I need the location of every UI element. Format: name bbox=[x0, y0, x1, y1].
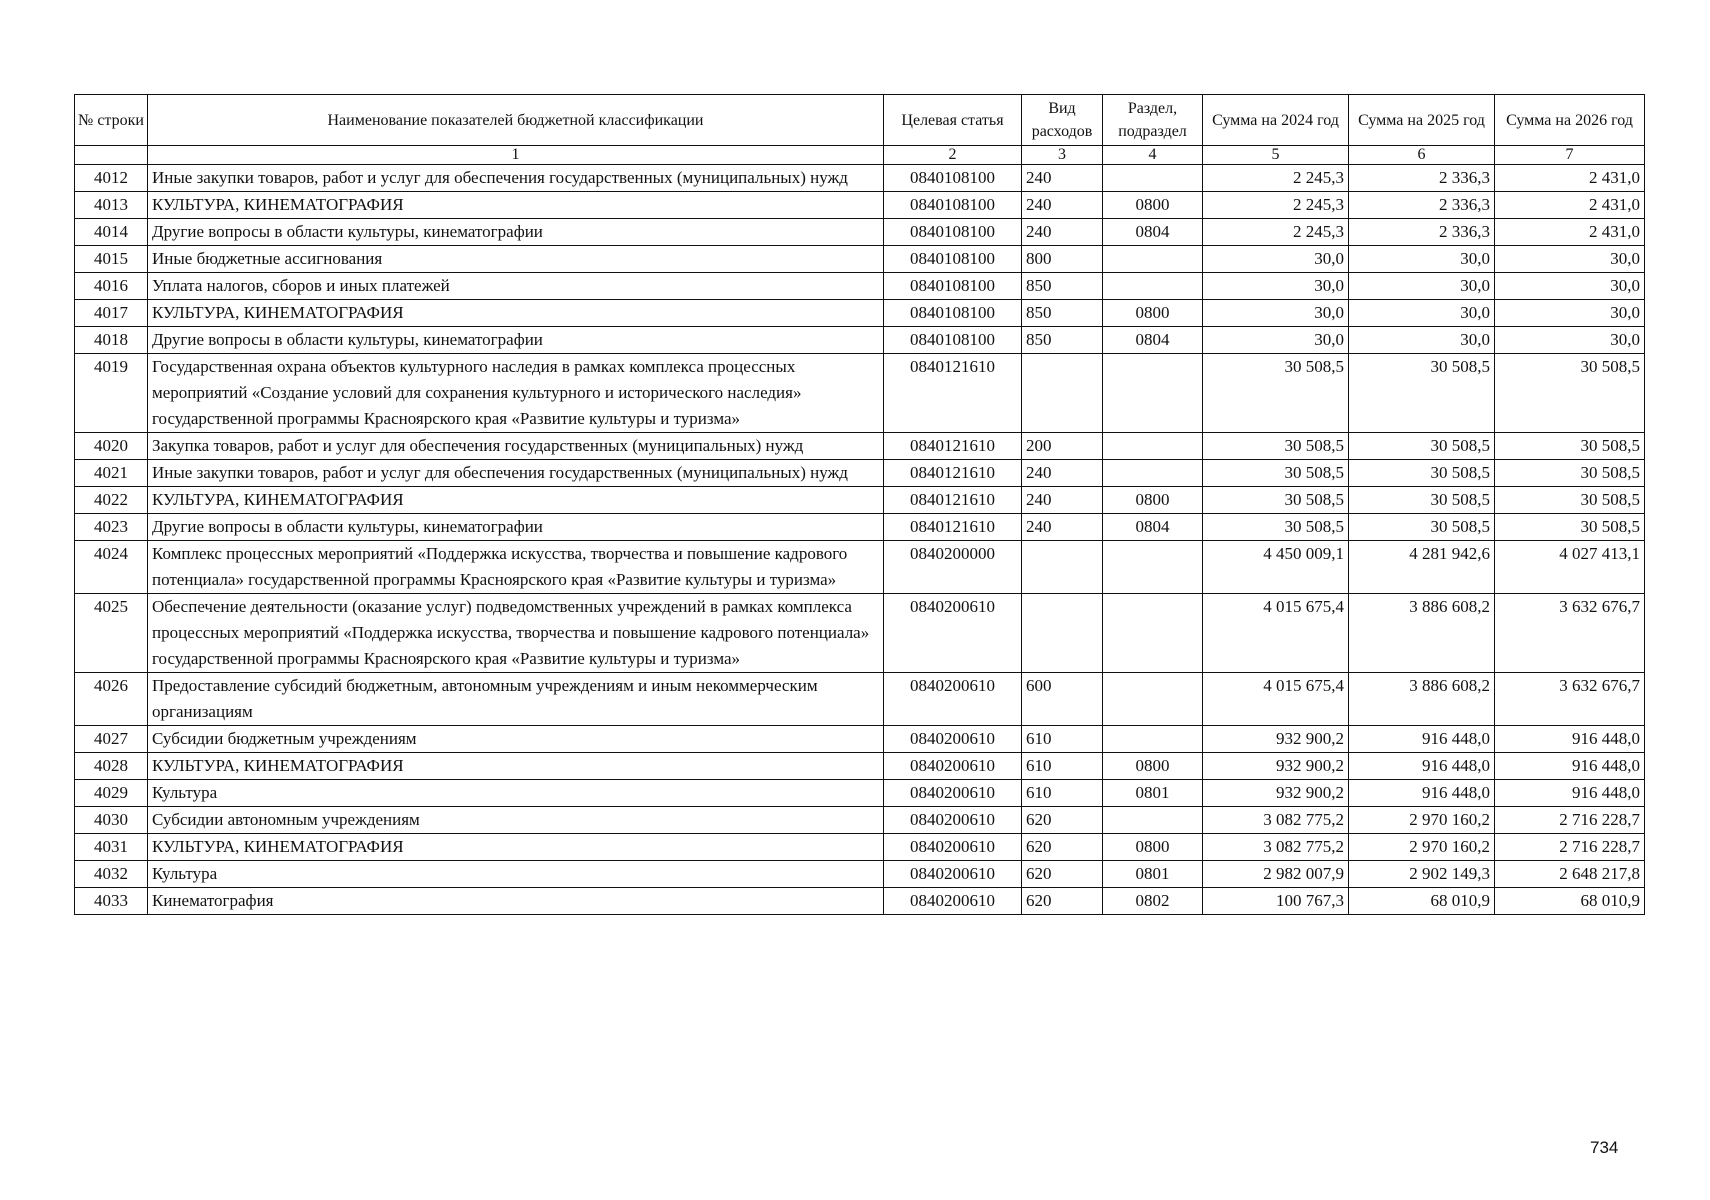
row-name: КУЛЬТУРА, КИНЕМАТОГРАФИЯ bbox=[148, 834, 884, 861]
row-sum-2026: 30,0 bbox=[1495, 327, 1645, 354]
row-section: 0804 bbox=[1103, 219, 1203, 246]
row-expense-type: 610 bbox=[1022, 780, 1103, 807]
row-number: 4024 bbox=[75, 541, 148, 594]
row-expense-type: 240 bbox=[1022, 192, 1103, 219]
row-sum-2024: 2 245,3 bbox=[1203, 219, 1349, 246]
row-number: 4013 bbox=[75, 192, 148, 219]
row-target-code: 0840200610 bbox=[884, 673, 1022, 726]
column-number: 5 bbox=[1203, 146, 1349, 165]
row-section: 0800 bbox=[1103, 192, 1203, 219]
row-number: 4027 bbox=[75, 726, 148, 753]
row-name: Иные бюджетные ассигнования bbox=[148, 246, 884, 273]
table-row bbox=[75, 726, 1645, 753]
row-sum-2025: 30,0 bbox=[1349, 246, 1495, 273]
column-number: 6 bbox=[1349, 146, 1495, 165]
row-sum-2026: 2 648 217,8 bbox=[1495, 861, 1645, 888]
row-name: Комплекс процессных мероприятий «Поддержка искусства, творчества и повышение кадрового потенциала» государственной программы Красноярского края «Развитие культуры и туризма» bbox=[148, 541, 884, 594]
row-sum-2025: 3 886 608,2 bbox=[1349, 594, 1495, 673]
row-sum-2025: 30 508,5 bbox=[1349, 514, 1495, 541]
column-number: 4 bbox=[1103, 146, 1203, 165]
row-sum-2026: 2 431,0 bbox=[1495, 165, 1645, 192]
row-section: 0800 bbox=[1103, 300, 1203, 327]
row-expense-type: 240 bbox=[1022, 165, 1103, 192]
row-number: 4022 bbox=[75, 487, 148, 514]
row-name: Закупка товаров, работ и услуг для обеспечения государственных (муниципальных) нужд bbox=[148, 433, 884, 460]
row-expense-type: 620 bbox=[1022, 834, 1103, 861]
row-section: 0800 bbox=[1103, 487, 1203, 514]
row-sum-2026: 2 716 228,7 bbox=[1495, 834, 1645, 861]
row-sum-2025: 30 508,5 bbox=[1349, 433, 1495, 460]
table-row bbox=[75, 888, 1645, 915]
page-number: 734 bbox=[1590, 1138, 1619, 1157]
row-sum-2026: 2 431,0 bbox=[1495, 219, 1645, 246]
header-name: Наименование показателей бюджетной классификации bbox=[148, 95, 884, 146]
row-name: Государственная охрана объектов культурного наследия в рамках комплекса процессных мероприятий «Создание условий для сохранения культурного и исторического наследия» государственной программы Красноярского края «Развитие культуры и туризма» bbox=[148, 354, 884, 433]
row-target-code: 0840200610 bbox=[884, 753, 1022, 780]
row-section bbox=[1103, 273, 1203, 300]
row-expense-type: 850 bbox=[1022, 327, 1103, 354]
row-target-code: 0840108100 bbox=[884, 192, 1022, 219]
row-target-code: 0840200610 bbox=[884, 861, 1022, 888]
row-number: 4023 bbox=[75, 514, 148, 541]
table-row bbox=[75, 594, 1645, 673]
row-name: Культура bbox=[148, 861, 884, 888]
row-number: 4018 bbox=[75, 327, 148, 354]
row-target-code: 0840108100 bbox=[884, 165, 1022, 192]
row-sum-2024: 2 982 007,9 bbox=[1203, 861, 1349, 888]
row-target-code: 0840121610 bbox=[884, 487, 1022, 514]
row-name: Субсидии автономным учреждениям bbox=[148, 807, 884, 834]
row-target-code: 0840121610 bbox=[884, 354, 1022, 433]
row-sum-2025: 916 448,0 bbox=[1349, 753, 1495, 780]
header-row-no: № строки bbox=[75, 95, 148, 146]
row-sum-2026: 916 448,0 bbox=[1495, 780, 1645, 807]
row-sum-2026: 68 010,9 bbox=[1495, 888, 1645, 915]
row-expense-type: 240 bbox=[1022, 514, 1103, 541]
row-sum-2024: 30,0 bbox=[1203, 300, 1349, 327]
header-razdel: Раздел, подраздел bbox=[1103, 95, 1203, 146]
table-row bbox=[75, 433, 1645, 460]
row-sum-2024: 3 082 775,2 bbox=[1203, 834, 1349, 861]
row-sum-2024: 4 015 675,4 bbox=[1203, 673, 1349, 726]
header-sum-2025: Сумма на 2025 год bbox=[1349, 95, 1495, 146]
row-name: Обеспечение деятельности (оказание услуг) подведомственных учреждений в рамках комплекса процессных мероприятий «Поддержка искусства, творчества и повышение кадрового потенциала» государственной программы Красноярского края «Развитие культуры и туризма» bbox=[148, 594, 884, 673]
row-sum-2024: 30 508,5 bbox=[1203, 354, 1349, 433]
row-name: Другие вопросы в области культуры, кинематографии bbox=[148, 219, 884, 246]
row-name: Другие вопросы в области культуры, кинематографии bbox=[148, 327, 884, 354]
row-sum-2024: 30,0 bbox=[1203, 273, 1349, 300]
row-sum-2026: 30 508,5 bbox=[1495, 514, 1645, 541]
column-number: 1 bbox=[148, 146, 884, 165]
row-expense-type: 600 bbox=[1022, 673, 1103, 726]
row-number: 4012 bbox=[75, 165, 148, 192]
row-section bbox=[1103, 807, 1203, 834]
row-expense-type: 620 bbox=[1022, 888, 1103, 915]
row-name: КУЛЬТУРА, КИНЕМАТОГРАФИЯ bbox=[148, 300, 884, 327]
row-expense-type: 200 bbox=[1022, 433, 1103, 460]
row-sum-2026: 30 508,5 bbox=[1495, 487, 1645, 514]
row-expense-type: 850 bbox=[1022, 300, 1103, 327]
row-sum-2025: 30 508,5 bbox=[1349, 487, 1495, 514]
row-section: 0801 bbox=[1103, 861, 1203, 888]
row-sum-2026: 4 027 413,1 bbox=[1495, 541, 1645, 594]
row-sum-2025: 2 336,3 bbox=[1349, 165, 1495, 192]
header-sum-2024: Сумма на 2024 год bbox=[1203, 95, 1349, 146]
row-sum-2024: 30,0 bbox=[1203, 246, 1349, 273]
row-target-code: 0840108100 bbox=[884, 246, 1022, 273]
table-row bbox=[75, 460, 1645, 487]
row-sum-2025: 30,0 bbox=[1349, 300, 1495, 327]
row-name: Кинематография bbox=[148, 888, 884, 915]
column-number: 3 bbox=[1022, 146, 1103, 165]
row-expense-type: 800 bbox=[1022, 246, 1103, 273]
table-body bbox=[75, 165, 1645, 915]
header-row bbox=[75, 95, 1645, 146]
column-number bbox=[75, 146, 148, 165]
header-vid: Вид расходов bbox=[1022, 95, 1103, 146]
row-expense-type: 610 bbox=[1022, 753, 1103, 780]
table-row bbox=[75, 807, 1645, 834]
row-sum-2026: 30 508,5 bbox=[1495, 460, 1645, 487]
row-section: 0802 bbox=[1103, 888, 1203, 915]
row-section bbox=[1103, 165, 1203, 192]
column-number: 2 bbox=[884, 146, 1022, 165]
table-row bbox=[75, 834, 1645, 861]
row-target-code: 0840200610 bbox=[884, 888, 1022, 915]
table-row bbox=[75, 487, 1645, 514]
row-number: 4016 bbox=[75, 273, 148, 300]
header-sum-2026: Сумма на 2026 год bbox=[1495, 95, 1645, 146]
row-sum-2026: 916 448,0 bbox=[1495, 753, 1645, 780]
row-sum-2026: 30 508,5 bbox=[1495, 433, 1645, 460]
row-sum-2025: 2 970 160,2 bbox=[1349, 807, 1495, 834]
row-number: 4026 bbox=[75, 673, 148, 726]
row-target-code: 0840200610 bbox=[884, 834, 1022, 861]
row-target-code: 0840108100 bbox=[884, 273, 1022, 300]
table-row bbox=[75, 753, 1645, 780]
table-row bbox=[75, 273, 1645, 300]
row-expense-type: 850 bbox=[1022, 273, 1103, 300]
row-sum-2024: 100 767,3 bbox=[1203, 888, 1349, 915]
table-row bbox=[75, 300, 1645, 327]
budget-table bbox=[74, 94, 1645, 915]
row-expense-type: 620 bbox=[1022, 807, 1103, 834]
row-number: 4033 bbox=[75, 888, 148, 915]
row-name: КУЛЬТУРА, КИНЕМАТОГРАФИЯ bbox=[148, 753, 884, 780]
row-name: Иные закупки товаров, работ и услуг для обеспечения государственных (муниципальных) нужд bbox=[148, 165, 884, 192]
row-sum-2025: 2 336,3 bbox=[1349, 219, 1495, 246]
row-sum-2025: 916 448,0 bbox=[1349, 780, 1495, 807]
row-sum-2024: 932 900,2 bbox=[1203, 726, 1349, 753]
table-row bbox=[75, 165, 1645, 192]
row-sum-2024: 30 508,5 bbox=[1203, 487, 1349, 514]
row-number: 4029 bbox=[75, 780, 148, 807]
row-target-code: 0840121610 bbox=[884, 460, 1022, 487]
row-sum-2025: 2 970 160,2 bbox=[1349, 834, 1495, 861]
row-section bbox=[1103, 673, 1203, 726]
row-target-code: 0840108100 bbox=[884, 327, 1022, 354]
row-expense-type: 240 bbox=[1022, 460, 1103, 487]
row-name: Другие вопросы в области культуры, кинематографии bbox=[148, 514, 884, 541]
header-target: Целевая статья bbox=[884, 95, 1022, 146]
table-row bbox=[75, 514, 1645, 541]
row-sum-2025: 2 336,3 bbox=[1349, 192, 1495, 219]
row-target-code: 0840108100 bbox=[884, 219, 1022, 246]
row-target-code: 0840200610 bbox=[884, 726, 1022, 753]
row-target-code: 0840200610 bbox=[884, 780, 1022, 807]
row-sum-2025: 2 902 149,3 bbox=[1349, 861, 1495, 888]
table-row bbox=[75, 246, 1645, 273]
row-name: Предоставление субсидий бюджетным, автономным учреждениям и иным некоммерческим организациям bbox=[148, 673, 884, 726]
row-target-code: 0840121610 bbox=[884, 514, 1022, 541]
row-number: 4021 bbox=[75, 460, 148, 487]
row-name: Культура bbox=[148, 780, 884, 807]
row-section: 0800 bbox=[1103, 753, 1203, 780]
table-row bbox=[75, 673, 1645, 726]
row-name: Иные закупки товаров, работ и услуг для обеспечения государственных (муниципальных) нужд bbox=[148, 460, 884, 487]
table-row bbox=[75, 219, 1645, 246]
row-number: 4028 bbox=[75, 753, 148, 780]
row-section bbox=[1103, 541, 1203, 594]
row-expense-type: 240 bbox=[1022, 487, 1103, 514]
row-section bbox=[1103, 460, 1203, 487]
row-number: 4014 bbox=[75, 219, 148, 246]
row-sum-2026: 3 632 676,7 bbox=[1495, 594, 1645, 673]
row-number: 4031 bbox=[75, 834, 148, 861]
row-sum-2026: 916 448,0 bbox=[1495, 726, 1645, 753]
row-sum-2025: 30,0 bbox=[1349, 273, 1495, 300]
row-sum-2024: 4 015 675,4 bbox=[1203, 594, 1349, 673]
row-expense-type bbox=[1022, 541, 1103, 594]
row-expense-type bbox=[1022, 594, 1103, 673]
row-expense-type: 610 bbox=[1022, 726, 1103, 753]
row-number: 4020 bbox=[75, 433, 148, 460]
row-target-code: 0840121610 bbox=[884, 433, 1022, 460]
row-section bbox=[1103, 433, 1203, 460]
row-sum-2025: 30,0 bbox=[1349, 327, 1495, 354]
row-number: 4032 bbox=[75, 861, 148, 888]
row-sum-2026: 30,0 bbox=[1495, 246, 1645, 273]
row-name: КУЛЬТУРА, КИНЕМАТОГРАФИЯ bbox=[148, 192, 884, 219]
row-number: 4030 bbox=[75, 807, 148, 834]
row-sum-2024: 30,0 bbox=[1203, 327, 1349, 354]
row-section bbox=[1103, 594, 1203, 673]
row-number: 4015 bbox=[75, 246, 148, 273]
column-number-row bbox=[75, 146, 1645, 165]
row-sum-2024: 4 450 009,1 bbox=[1203, 541, 1349, 594]
row-sum-2026: 30 508,5 bbox=[1495, 354, 1645, 433]
row-sum-2025: 3 886 608,2 bbox=[1349, 673, 1495, 726]
table-row bbox=[75, 354, 1645, 433]
row-name: Субсидии бюджетным учреждениям bbox=[148, 726, 884, 753]
row-sum-2025: 30 508,5 bbox=[1349, 460, 1495, 487]
table-row bbox=[75, 192, 1645, 219]
row-sum-2024: 2 245,3 bbox=[1203, 192, 1349, 219]
row-sum-2026: 3 632 676,7 bbox=[1495, 673, 1645, 726]
row-section bbox=[1103, 246, 1203, 273]
row-target-code: 0840200610 bbox=[884, 594, 1022, 673]
row-expense-type: 240 bbox=[1022, 219, 1103, 246]
table-row bbox=[75, 780, 1645, 807]
row-name: Уплата налогов, сборов и иных платежей bbox=[148, 273, 884, 300]
row-sum-2026: 2 716 228,7 bbox=[1495, 807, 1645, 834]
row-sum-2026: 30,0 bbox=[1495, 273, 1645, 300]
row-section bbox=[1103, 726, 1203, 753]
row-section: 0801 bbox=[1103, 780, 1203, 807]
row-section: 0800 bbox=[1103, 834, 1203, 861]
row-section bbox=[1103, 354, 1203, 433]
table-row bbox=[75, 861, 1645, 888]
row-target-code: 0840108100 bbox=[884, 300, 1022, 327]
row-section: 0804 bbox=[1103, 514, 1203, 541]
row-number: 4017 bbox=[75, 300, 148, 327]
row-sum-2024: 3 082 775,2 bbox=[1203, 807, 1349, 834]
column-number: 7 bbox=[1495, 146, 1645, 165]
row-sum-2024: 30 508,5 bbox=[1203, 514, 1349, 541]
row-number: 4019 bbox=[75, 354, 148, 433]
row-section: 0804 bbox=[1103, 327, 1203, 354]
row-sum-2026: 2 431,0 bbox=[1495, 192, 1645, 219]
table-row bbox=[75, 327, 1645, 354]
row-sum-2024: 30 508,5 bbox=[1203, 460, 1349, 487]
row-sum-2025: 4 281 942,6 bbox=[1349, 541, 1495, 594]
row-number: 4025 bbox=[75, 594, 148, 673]
row-target-code: 0840200610 bbox=[884, 807, 1022, 834]
row-sum-2024: 30 508,5 bbox=[1203, 433, 1349, 460]
row-sum-2024: 932 900,2 bbox=[1203, 780, 1349, 807]
row-expense-type: 620 bbox=[1022, 861, 1103, 888]
row-target-code: 0840200000 bbox=[884, 541, 1022, 594]
row-sum-2025: 916 448,0 bbox=[1349, 726, 1495, 753]
row-name: КУЛЬТУРА, КИНЕМАТОГРАФИЯ bbox=[148, 487, 884, 514]
row-sum-2025: 68 010,9 bbox=[1349, 888, 1495, 915]
row-sum-2026: 30,0 bbox=[1495, 300, 1645, 327]
row-sum-2024: 932 900,2 bbox=[1203, 753, 1349, 780]
row-sum-2024: 2 245,3 bbox=[1203, 165, 1349, 192]
row-sum-2025: 30 508,5 bbox=[1349, 354, 1495, 433]
table-row bbox=[75, 541, 1645, 594]
row-expense-type bbox=[1022, 354, 1103, 433]
